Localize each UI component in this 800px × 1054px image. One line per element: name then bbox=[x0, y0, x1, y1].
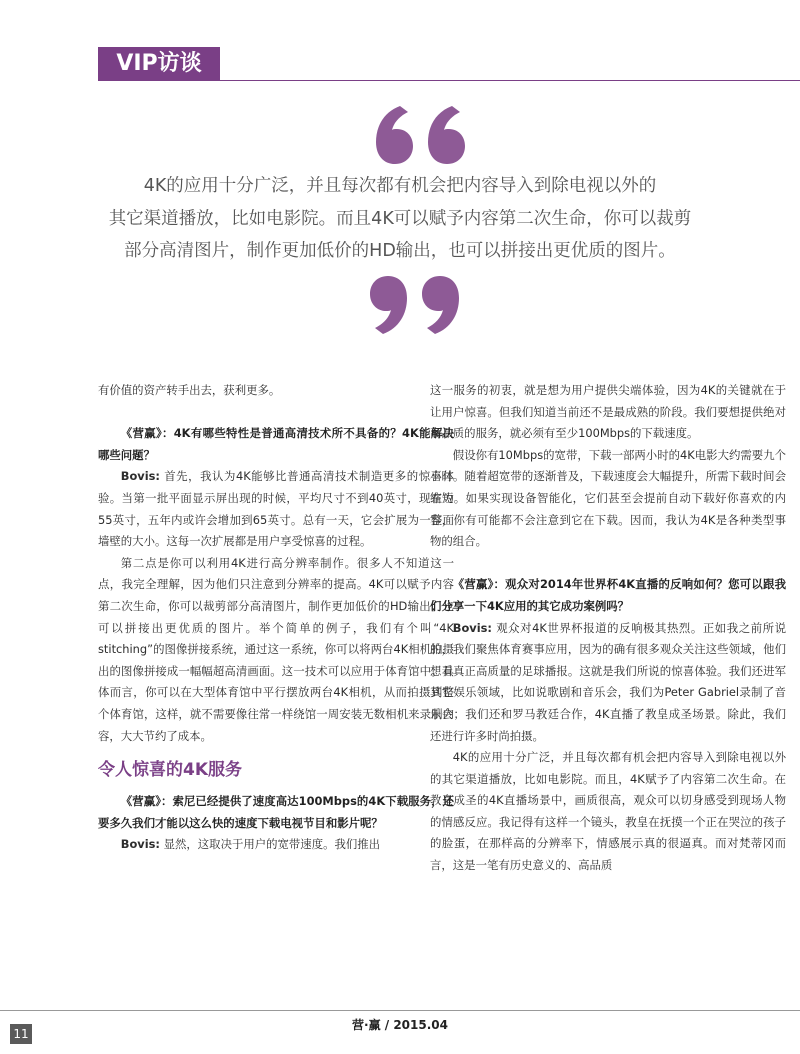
interview-question: 《营赢》：索尼已经提供了速度高达100Mbps的4K下载服务，还要多久我们才能以这么快的速度下载电视节目和影片呢？ bbox=[98, 794, 454, 830]
speaker-label: Bovis: bbox=[120, 837, 160, 852]
badge-rule bbox=[220, 80, 800, 81]
interview-answer bbox=[430, 618, 786, 748]
interview-answer bbox=[98, 834, 454, 856]
page-number: 11 bbox=[10, 1024, 32, 1044]
left-column bbox=[98, 380, 454, 856]
paragraph: 第二点是你可以利用4K进行高分辨率制作。很多人不知道这一点，我完全理解，因为他们只注意到分辨率的提高。4K可以赋予内容第二次生命，你可以裁剪部分高清图片，制作更加低价的HD输出；也可以拼接出更优质的图片。举个简单的例子，我们有个叫“4K stitching”的图像拼接系统，通过这一系统，你可以将两台4K相机拍摄出的图像拼接成一幅幅超高清画面。这一技术可以应用于体育馆中。具体而言，你可以在大型体育馆中平行摆放两台4K相机，从而拍摄到整个体育馆，这样，就不需要像往常一样绕馆一周安装无数相机来录制内容，大大节约了成本。 bbox=[98, 555, 454, 743]
open-quote-icon bbox=[370, 98, 470, 168]
speaker-label: Bovis: bbox=[120, 469, 160, 484]
interview-question: 《营赢》：观众对2014年世界杯4K直播的反响如何？您可以跟我们分享一下4K应用的其它成功案例吗？ bbox=[430, 577, 786, 613]
answer-text: 显然，这取决于用户的宽带速度。我们推出 bbox=[163, 837, 381, 852]
close-quote-icon bbox=[370, 272, 470, 342]
interview-answer bbox=[98, 466, 454, 552]
footer-rule bbox=[0, 1010, 800, 1011]
section-heading: 令人惊喜的4K服务 bbox=[98, 760, 243, 781]
publication-footer: 营·赢 / 2015.04 bbox=[352, 1018, 448, 1032]
paragraph: 有价值的资产转手出去，获利更多。 bbox=[98, 383, 281, 397]
interview-question: 《营赢》：4K有哪些特性是普通高清技术所不具备的？4K能解决哪些问题？ bbox=[98, 426, 454, 462]
answer-text: 首先，我认为4K能够比普通高清技术制造更多的惊喜体验。当第一批平面显示屏出现的时候，平均尺寸不到40英寸，现在为55英寸，五年内或许会增加到65英寸。总有一天，它会扩展为一整面墙壁的大小。这每一次扩展都是用户享受惊喜的过程。 bbox=[98, 469, 455, 549]
pull-quote-line: 部分高清图片，制作更加低价的HD输出，也可以拼接出更优质的图片。 bbox=[124, 241, 676, 261]
paragraph: 这一服务的初衷，就是想为用户提供尖端体验，因为4K的关键就在于让用户惊喜。但我们知道当前还不是最成熟的阶段。我们要想提供绝对高品质的服务，就必须有至少100Mbps的下载速度。 bbox=[430, 383, 786, 441]
paragraph: 4K的应用十分广泛，并且每次都有机会把内容导入到除电视以外的其它渠道播放，比如电影院。而且，4K赋予了内容第二次生命。在教皇成圣的4K直播场景中，画质很高，观众可以切身感受到现场人物的情感反应。我记得有这样一个镜头，教皇在抚摸一个正在哭泣的孩子的脸蛋，在那样高的分辨率下，情感展示真的很逼真。而对梵蒂冈而言，这是一笔有历史意义的、高品质 bbox=[430, 750, 786, 873]
answer-text: 观众对4K世界杯报道的反响极其热烈。正如我之前所说的，我们聚焦体育赛事应用，因为的确有很多观众关注这些领域，他们想看真正高质量的足球播报。这就是我们所说的惊喜体验。我们还进军其它娱乐领域，比如说歌剧和音乐会，我们为Peter Gabriel录制了音乐会；我们还和罗马教廷合作，4K直播了教皇成圣场景。除此，我们还进行许多时尚拍摄。 bbox=[430, 620, 787, 743]
right-column bbox=[430, 380, 786, 877]
pull-quote-line: 其它渠道播放，比如电影院。而且4K可以赋予内容第二次生命，你可以裁剪 bbox=[108, 208, 692, 229]
pull-quote-line: 4K的应用十分广泛，并且每次都有机会把内容导入到除电视以外的 bbox=[143, 176, 657, 196]
paragraph: 假设你有10Mbps的宽带，下载一部两小时的4K电影大约需要九个小时。随着超宽带的逐渐普及，下载速度会大幅提升，所需下载时间会缩短。如果实现设备智能化，它们甚至会提前自动下载好你喜欢的内容，你有可能都不会注意到它在下载。因而，我认为4K是各种类型事物的组合。 bbox=[430, 447, 786, 549]
section-badge: VIP访谈 bbox=[98, 47, 220, 81]
speaker-label: Bovis: bbox=[452, 620, 492, 635]
pull-quote bbox=[80, 170, 720, 268]
